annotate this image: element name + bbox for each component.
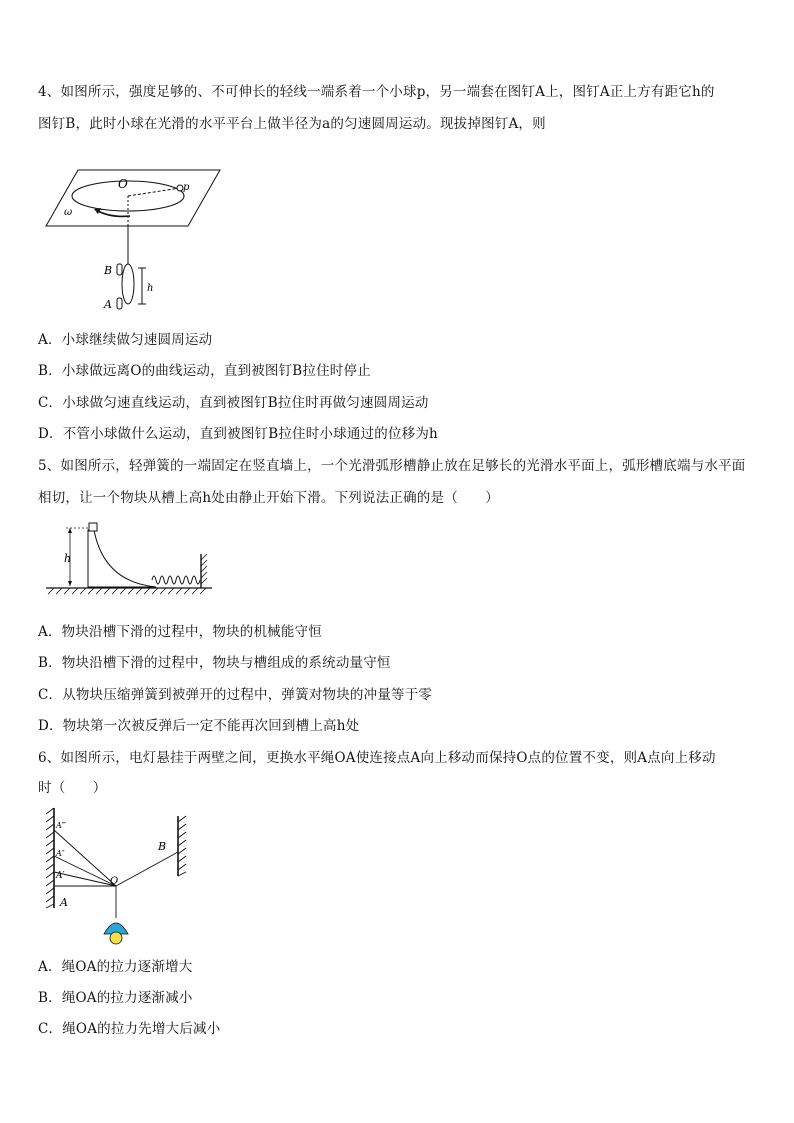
q6-stem-line-1: 6、如图所示，电灯悬挂于两壁之间，更换水平绳OA使连接点A向上移动而保持O点的位置不变，则A点向上移动	[38, 750, 716, 766]
q4-label-p: p	[183, 182, 190, 193]
q6-label-a1: A′	[56, 871, 65, 881]
q6-figure	[38, 806, 208, 950]
q6-label-b: B	[158, 840, 167, 853]
q6-option-a: A．绳OA的拉力逐渐增大	[38, 959, 193, 975]
q6-left-wall-hatch	[46, 808, 54, 908]
q5-block	[89, 523, 97, 531]
q6-stem-line-2: 时（ ）	[38, 780, 107, 796]
q4-pin-a	[117, 298, 122, 309]
q6-rope-ob	[116, 852, 178, 886]
q4-option-d: D．不管小球做什么运动，直到被图钉B拉住时小球通过的位移为h	[38, 426, 438, 442]
q4-label-a: A	[104, 298, 112, 311]
q5-label-h: h	[64, 552, 72, 565]
q5-option-c: C．从物块压缩弹簧到被弹开的过程中，弹簧对物块的冲量等于零	[38, 687, 433, 703]
q5-stem-line-1: 5、如图所示，轻弹簧的一端固定在竖直墙上，一个光滑弧形槽静止放在足够长的光滑水平面上，弧形槽底端与水平面	[38, 458, 746, 474]
q5-stem-line-2: 相切，让一个物块从槽上高h处由静止开始下滑。下列说法正确的是（ ）	[38, 490, 499, 506]
q5-arc-groove	[88, 530, 156, 587]
q4-stem-line-1: 4、如图所示，强度足够的、不可伸长的轻线一端系着一个小球p，另一端套在图钉A上，图钉A正上方有距它h的	[38, 84, 715, 100]
q6-label-a2: A″	[56, 849, 65, 858]
q6-label-o: O	[110, 876, 119, 887]
q4-option-c: C．小球做匀速直线运动，直到被图钉B拉住时再做匀速圆周运动	[38, 395, 429, 411]
q5-h-arrow-bottom	[68, 581, 72, 586]
q6-right-wall-hatch	[178, 816, 186, 876]
q6-option-c: C．绳OA的拉力先增大后减小	[38, 1021, 221, 1037]
q4-pin-b	[117, 264, 122, 275]
q4-option-a: A．小球继续做匀速圆周运动	[38, 332, 213, 348]
q5-ground-hatch	[48, 588, 206, 594]
q6-label-a: A	[60, 896, 68, 909]
q5-option-d: D．物块第一次被反弹后一定不能再次回到槽上高h处	[38, 718, 360, 734]
q4-label-omega: ω	[64, 207, 73, 218]
q5-option-a: A．物块沿槽下滑的过程中，物块的机械能守恒	[38, 624, 322, 640]
q5-spring	[152, 576, 200, 584]
q4-label-o: O	[118, 177, 128, 191]
q5-option-b: B．物块沿槽下滑的过程中，物块与槽组成的系统动量守恒	[38, 655, 391, 671]
q4-label-h: h	[147, 283, 154, 294]
q4-loop	[122, 264, 134, 304]
q4-option-b: B．小球做远离O的曲线运动，直到被图钉B拉住时停止	[38, 363, 371, 379]
q4-arrow-head	[94, 208, 101, 214]
q4-figure	[38, 160, 228, 320]
q5-h-arrow-top	[68, 528, 72, 533]
q5-wall-hatch	[201, 554, 207, 584]
q4-stem-line-2: 图钉B，此时小球在光滑的水平平台上做半径为a的匀速圆周运动。现拔掉图钉A，则	[38, 116, 546, 132]
q6-lamp-bulb	[110, 932, 122, 944]
q5-figure	[44, 520, 214, 600]
q4-radius	[128, 188, 180, 196]
q6-label-a3: A‴	[56, 821, 66, 830]
q4-label-b: B	[104, 264, 113, 277]
q6-option-b: B．绳OA的拉力逐渐减小	[38, 990, 193, 1006]
